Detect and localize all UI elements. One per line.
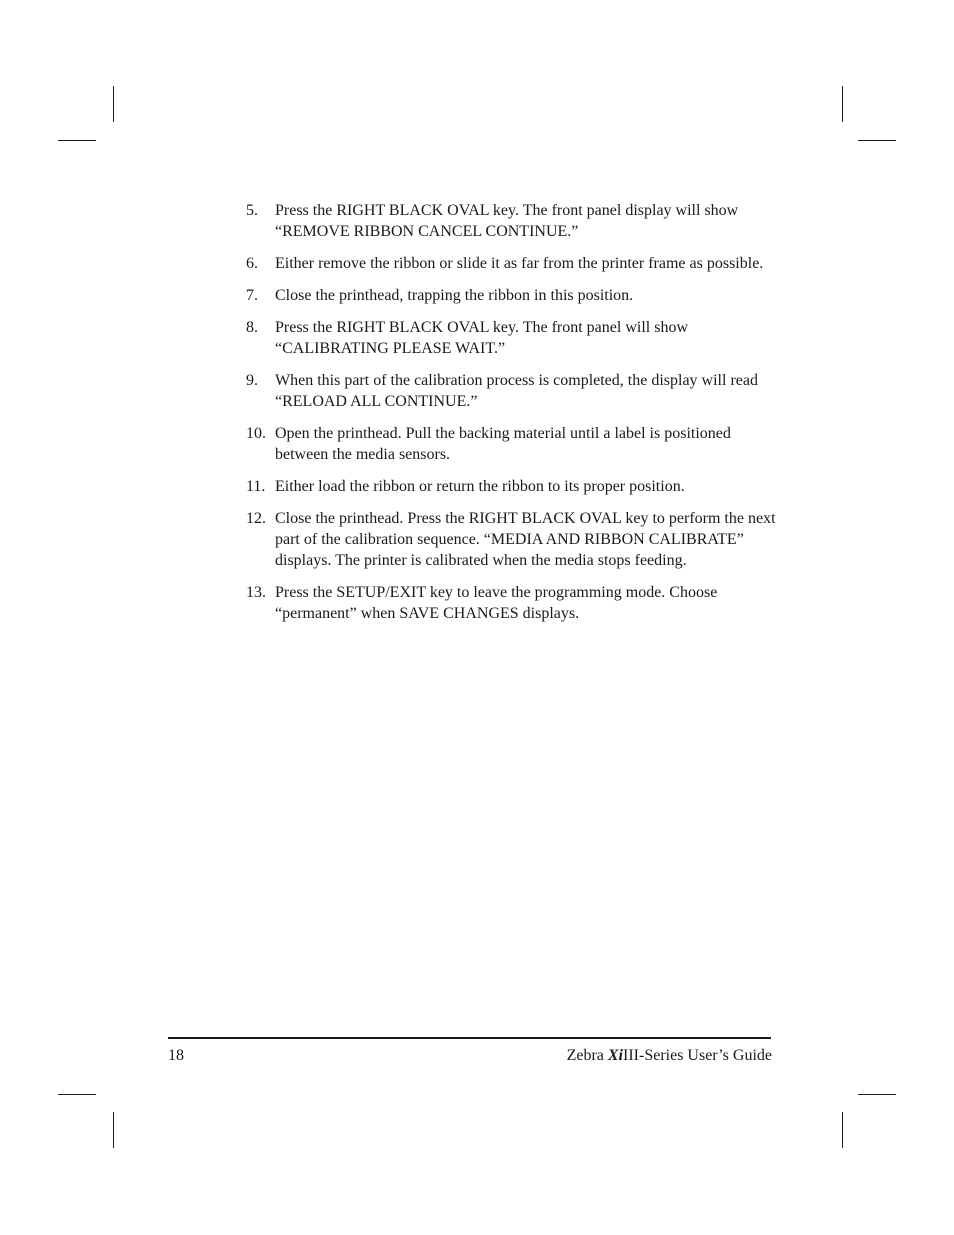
step-item bbox=[246, 285, 776, 306]
crop-mark-bottom-left-horizontal bbox=[58, 1094, 96, 1095]
crop-mark-top-right-horizontal bbox=[858, 140, 896, 141]
guide-title-model: Xi bbox=[607, 1047, 623, 1064]
step-number: 11. bbox=[246, 478, 266, 495]
step-item bbox=[246, 476, 776, 497]
guide-title-suffix: III-Series User’s Guide bbox=[623, 1047, 772, 1064]
step-item bbox=[246, 508, 776, 571]
footer-rule bbox=[168, 1037, 771, 1039]
step-text: Close the printhead. Press the RIGHT BLACK OVAL key to perform the next part of the calibration sequence. “MEDIA AND RIBBON CALIBRATE” displays. The printer is calibrated when the media stops feeding. bbox=[275, 510, 776, 569]
step-number: 6. bbox=[246, 255, 258, 272]
step-text: Press the RIGHT BLACK OVAL key. The front panel display will show “REMOVE RIBBON CANCEL CONTINUE.” bbox=[275, 202, 739, 240]
crop-mark-bottom-left-vertical bbox=[113, 1112, 114, 1148]
step-number: 13. bbox=[246, 584, 266, 601]
step-text: Press the RIGHT BLACK OVAL key. The front panel will show “CALIBRATING PLEASE WAIT.” bbox=[275, 319, 688, 357]
step-text: Either load the ribbon or return the ribbon to its proper position. bbox=[275, 478, 685, 495]
step-number: 7. bbox=[246, 287, 258, 304]
step-item bbox=[246, 370, 776, 412]
crop-mark-top-left-horizontal bbox=[58, 140, 96, 141]
step-item bbox=[246, 317, 776, 359]
crop-mark-bottom-right-horizontal bbox=[858, 1094, 896, 1095]
crop-mark-top-left-vertical bbox=[113, 86, 114, 122]
crop-mark-top-right-vertical bbox=[842, 86, 843, 122]
step-text: Open the printhead. Pull the backing material until a label is positioned between the media sensors. bbox=[275, 425, 731, 463]
step-text: Close the printhead, trapping the ribbon in this position. bbox=[275, 287, 634, 304]
step-number: 10. bbox=[246, 425, 266, 442]
step-item bbox=[246, 253, 776, 274]
step-text: Either remove the ribbon or slide it as far from the printer frame as possible. bbox=[275, 255, 764, 272]
guide-title bbox=[567, 1045, 772, 1066]
step-text: When this part of the calibration process is completed, the display will read “RELOAD ALL CONTINUE.” bbox=[275, 372, 758, 410]
step-item bbox=[246, 423, 776, 465]
step-number: 8. bbox=[246, 319, 258, 336]
step-text: Press the SETUP/EXIT key to leave the programming mode. Choose “permanent” when SAVE CHANGES displays. bbox=[275, 584, 718, 622]
step-item bbox=[246, 582, 776, 624]
step-number: 12. bbox=[246, 510, 266, 527]
guide-title-prefix: Zebra bbox=[566, 1047, 608, 1064]
step-number: 5. bbox=[246, 202, 258, 219]
page-number: 18 bbox=[168, 1047, 184, 1064]
crop-mark-bottom-right-vertical bbox=[842, 1112, 843, 1148]
step-number: 9. bbox=[246, 372, 258, 389]
calibration-steps-list bbox=[246, 200, 776, 635]
step-item bbox=[246, 200, 776, 242]
